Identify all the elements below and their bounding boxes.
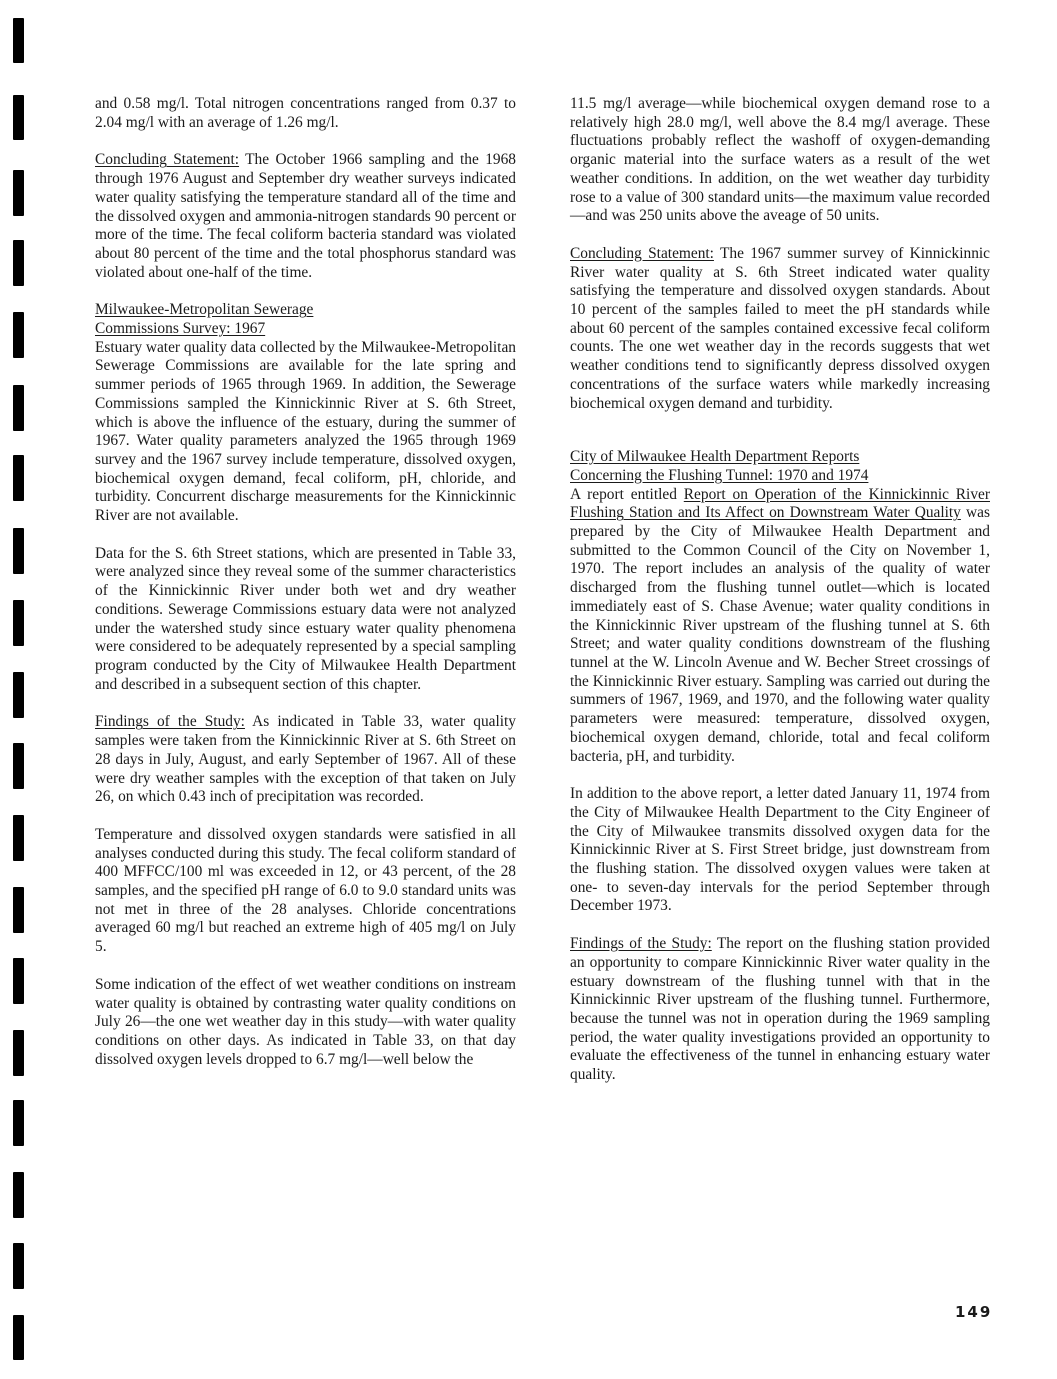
binding-mark	[13, 887, 24, 933]
binding-margin-marks	[13, 0, 27, 1379]
paragraph	[570, 935, 990, 1085]
binding-mark	[13, 600, 24, 646]
left-column	[95, 95, 516, 1088]
paragraph-body: As indicated in Table 33, water quality samples were taken from the Kinnickinnic River at S. 6th Street on 28 days in July, August, and early September of 1967. All of these were dry weather samples with the exception of that taken on July 26, on which 0.43 inch of precipitation was recorded.	[95, 713, 516, 806]
paragraph	[95, 151, 516, 282]
binding-mark	[13, 815, 24, 861]
run-in-heading: Concluding Statement:	[570, 244, 714, 262]
section-heading-line: Milwaukee-Metropolitan Sewerage	[95, 301, 314, 319]
binding-mark	[13, 958, 24, 1004]
paragraph: 11.5 mg/l average—while biochemical oxygen demand rose to a relatively high 28.0 mg/l, well above the 8.4 mg/l average. These fluctuations probably reflect the washoff of oxygen-demanding organic material into the surface waters as a result of the wet weather conditions. In addition, on the wet weather day turbidity rose to a value of 300 standard units—the maximum value recorded—and was 250 units above the aveage of 50 units.	[570, 95, 990, 225]
paragraph-body: was prepared by the City of Milwaukee Health Department and submitted to the Common Council of the City on November 1, 1970. The report includes an analysis of the quality of water discharged from the flushing tunnel outlet—which is located immediately east of S. Chase Avenue; water quality conditions in the Kinnickinnic River upstream of the flushing tunnel at S. 6th Street; and water quality conditions downstream of the flushing tunnel at the W. Lincoln Avenue and W. Becher Street crossings of the Kinnickinnic River estuary. Sampling was carried out during the summers of 1967, 1969, and 1970, and the following water quality parameters were measured: temperature, dissolved oxygen, biochemical oxygen demand, chloride, total and fecal coliform bacteria, pH, and turbidity.	[570, 504, 990, 765]
binding-mark	[13, 95, 24, 140]
binding-mark	[13, 743, 24, 789]
section-heading-line: Commissions Survey: 1967	[95, 320, 266, 338]
paragraph: Estuary water quality data collected by the Milwaukee-Metropolitan Sewerage Commissions are available for the late spring and summer periods of 1965 through 1969. In addition, the Sewerage Commissions sampled the Kinnickinnic River at S. 6th Street, which is above the influence of the estuary, during the summer of 1967. Water quality parameters analyzed the 1965 through 1969 survey and the 1967 survey include temperature, dissolved oxygen, biochemical oxygen demand, fecal coliform, pH, chloride, and turbidity. Concurrent discharge measurements for the Kinnickinnic River are not available.	[95, 338, 516, 525]
section-heading	[570, 448, 990, 485]
report-title: Report on Operation of the Kinnickinnic River Flushing Station and Its Affect on Downstream Water Quality	[570, 485, 990, 522]
paragraph: Some indication of the effect of wet weather conditions on instream water quality is obtained by contrasting water quality conditions on July 26—the one wet weather day in this study—with water quality conditions on other days. As indicated in Table 33, on that day dissolved oxygen levels dropped to 6.7 mg/l—well below the	[95, 975, 516, 1068]
binding-mark	[13, 385, 24, 431]
paragraph: Temperature and dissolved oxygen standards were satisfied in all analyses conducted during this study. The fecal coliform standard of 400 MFFCC/100 ml was exceeded in 12, or 43 percent, of the 28 samples, and the specified pH range of 6.0 to 9.0 standard units was not met in three of the 28 analyses. Chloride concentrations averaged 60 mg/l but reached an extreme high of 405 mg/l on July 5.	[95, 825, 516, 956]
binding-mark	[13, 170, 24, 216]
run-in-heading: Concluding Statement:	[95, 151, 240, 169]
section-heading-line: City of Milwaukee Health Department Reports	[570, 448, 860, 466]
binding-mark	[13, 455, 24, 501]
binding-mark	[13, 1172, 24, 1218]
binding-mark	[13, 1315, 24, 1360]
paragraph	[570, 486, 990, 767]
paragraph: and 0.58 mg/l. Total nitrogen concentrations ranged from 0.37 to 2.04 mg/l with an average of 1.26 mg/l.	[95, 95, 516, 131]
binding-mark	[13, 240, 24, 286]
paragraph-body: The 1967 summer survey of Kinnickinnic River water quality at S. 6th Street indicated water quality satisfying the temperature and dissolved oxygen standards. About 10 percent of the samples failed to meet the pH standards while about 60 percent of the samples contained excessive fecal coliform counts. The one wet weather day in the records suggests that wet weather conditions tend to significantly depress dissolved oxygen concentrations of the surface waters while markedly increasing biochemical oxygen demand and turbidity.	[570, 244, 990, 412]
paragraph: In addition to the above report, a letter dated January 11, 1974 from the City of Milwaukee Health Department to the City Engineer of the City of Milwaukee transmits dissolved oxygen data for the Kinnickinnic River at S. First Street bridge, just downstream from the flushing station. The dissolved oxygen values were taken at one- to seven-day intervals for the period September through December 1973.	[570, 785, 990, 915]
right-column	[570, 95, 990, 1104]
binding-mark	[13, 528, 24, 574]
binding-mark	[13, 1243, 24, 1289]
paragraph	[95, 713, 516, 807]
binding-mark	[13, 1100, 24, 1146]
run-in-heading: Findings of the Study:	[570, 935, 712, 953]
paragraph-body: The report on the flushing station provided an opportunity to compare Kinnickinnic River water quality in the estuary downstream of the flushing tunnel with that in the Kinnickinnic River upstream of the flushing tunnel. Furthermore, because the tunnel was not in operation during the 1969 sampling period, the water quality investigations provided an opportunity to evaluate the effectiveness of the tunnel in enhancing estuary water quality.	[570, 935, 990, 1084]
binding-mark	[13, 1030, 24, 1076]
paragraph-lead: A report entitled	[570, 485, 684, 503]
binding-mark	[13, 312, 24, 358]
paragraph: Data for the S. 6th Street stations, which are presented in Table 33, were analyzed since they reveal some of the summer characteristics of the Kinnickinnic River under both wet and dry weather conditions. Sewerage Commissions estuary data were not analyzed under the watershed study since estuary water quality phenomena were considered to be adequately represented by a special sampling program conducted by the City of Milwaukee Health Department and described in a subsequent section of this chapter.	[95, 544, 516, 693]
paragraph	[570, 245, 990, 413]
run-in-heading: Findings of the Study:	[95, 713, 245, 731]
binding-mark	[13, 672, 24, 718]
binding-mark	[13, 18, 24, 63]
section-heading-line: Concerning the Flushing Tunnel: 1970 and 1974	[570, 466, 869, 484]
section-heading	[95, 301, 516, 338]
paragraph-body: The October 1966 sampling and the 1968 through 1976 August and September dry weather surveys indicated water quality satisfying the temperature standard all of the time and the dissolved oxygen and ammonia-nitrogen standards 90 percent or more of the time. The fecal coliform bacteria standard was violated about 80 percent of the time and the total phosphorus standard was violated about one-half of the time.	[95, 151, 517, 281]
page-number: 149	[955, 1303, 993, 1321]
